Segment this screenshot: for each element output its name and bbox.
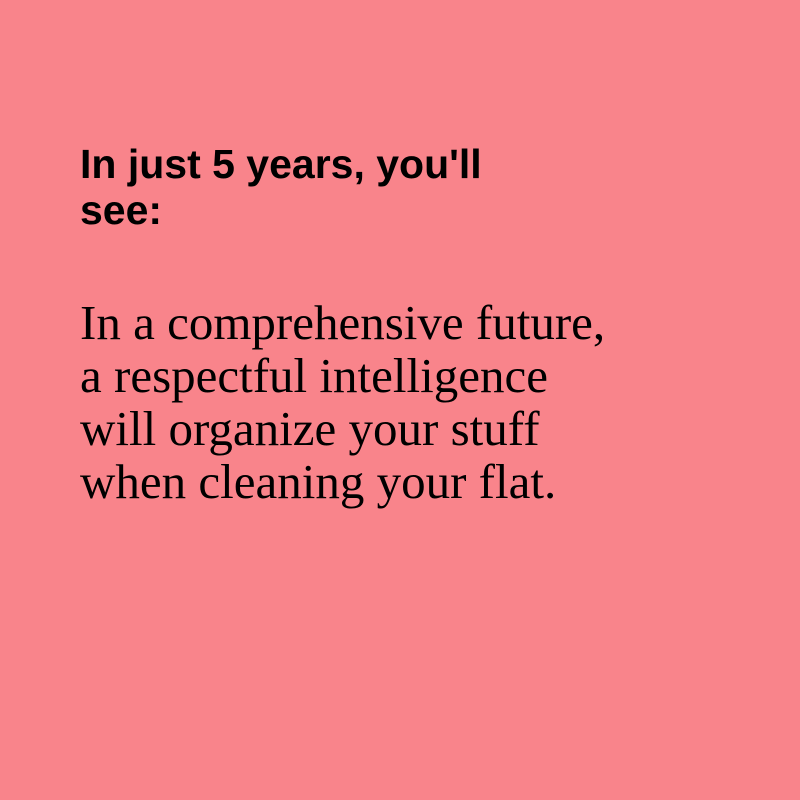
prediction-line: will organize your stuff bbox=[80, 401, 540, 456]
headline-line: In just 5 years, you'll bbox=[80, 141, 482, 187]
prediction-line: In a comprehensive future, bbox=[80, 295, 606, 350]
prediction-text bbox=[80, 296, 740, 508]
prediction-line: a respectful intelligence bbox=[80, 348, 548, 403]
headline-line: see: bbox=[80, 187, 163, 233]
prediction-line: when cleaning your flat. bbox=[80, 454, 557, 509]
headline bbox=[80, 141, 720, 233]
